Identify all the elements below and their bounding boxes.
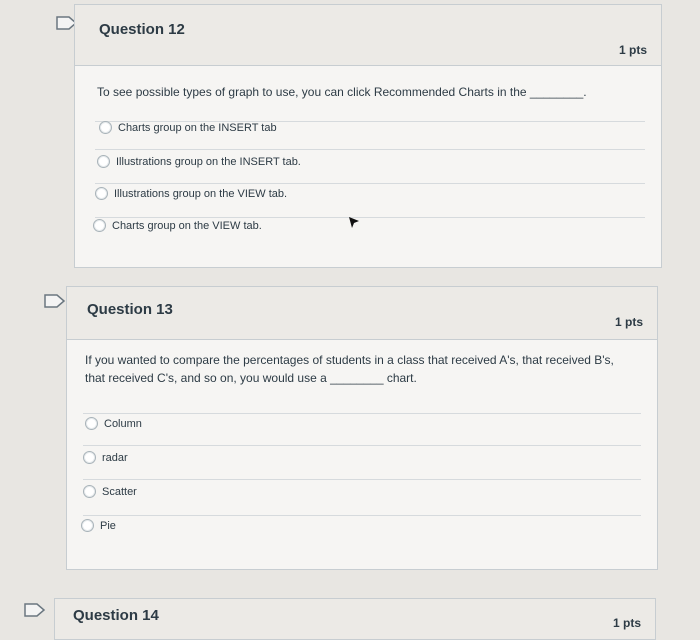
answer-label: Charts group on the VIEW tab. (112, 219, 262, 232)
answer-option[interactable] (83, 451, 128, 464)
answer-option[interactable] (93, 219, 262, 232)
question-points: 1 pts (618, 43, 647, 57)
divider (95, 183, 645, 184)
answer-label: Column (104, 417, 142, 430)
divider (83, 479, 641, 480)
question-points: 1 pts (614, 315, 643, 329)
question-title: Question 12 (99, 21, 185, 38)
answer-label: Illustrations group on the INSERT tab. (116, 155, 301, 168)
divider (83, 515, 641, 516)
flag-question-icon[interactable] (24, 603, 46, 617)
question-title: Question 13 (87, 301, 173, 318)
radio-button-icon[interactable] (99, 121, 112, 134)
question-points: 1 pts (612, 616, 641, 630)
question-text: If you wanted to compare the percentages of students in a class that received A's, that received B's, that received C's, and so on, you would use a ________ chart. (85, 353, 614, 385)
answer-option[interactable] (95, 187, 287, 200)
answer-option[interactable] (97, 155, 301, 168)
answer-label: Illustrations group on the VIEW tab. (114, 187, 288, 200)
answer-label: Pie (100, 519, 116, 532)
answer-label: Charts group on the INSERT tab (118, 121, 277, 134)
divider (95, 149, 645, 150)
radio-button-icon[interactable] (97, 155, 110, 168)
answer-option[interactable] (81, 519, 116, 532)
answer-label: radar (102, 451, 128, 464)
radio-button-icon[interactable] (81, 519, 94, 532)
radio-button-icon[interactable] (95, 187, 108, 200)
question-title: Question 14 (73, 607, 159, 624)
question-card-13 (66, 286, 658, 570)
flag-question-icon[interactable] (44, 294, 66, 308)
answer-label: Scatter (102, 485, 137, 498)
divider (95, 217, 645, 218)
question-text: To see possible types of graph to use, you can click Recommended Charts in the ________. (97, 85, 587, 99)
divider (83, 413, 641, 414)
radio-button-icon[interactable] (93, 219, 106, 232)
question-card-14 (54, 598, 656, 640)
mouse-pointer-icon (348, 216, 360, 235)
answer-option[interactable] (85, 417, 142, 430)
answer-option[interactable] (83, 485, 137, 498)
radio-button-icon[interactable] (83, 451, 96, 464)
radio-button-icon[interactable] (83, 485, 96, 498)
answer-option[interactable] (99, 121, 277, 134)
divider (83, 445, 641, 446)
question-card-12 (74, 4, 662, 268)
radio-button-icon[interactable] (85, 417, 98, 430)
